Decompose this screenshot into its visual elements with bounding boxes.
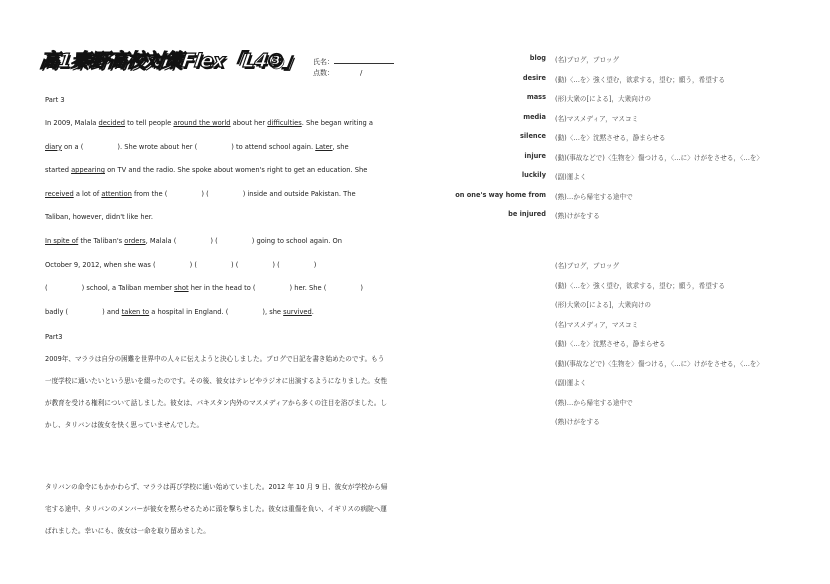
passage-line [45,277,363,300]
translation-para-1: 2009年、マララは自分の困難を世界中の人々に伝えようと決心しました。ブログで日記を書き始めたのです。もう一度学校に通いたいという思いを綴ったのです。その後、彼女はテレビやラジオに出演するようになりました。女性が教育を受ける権利について話しました。彼女は、パキスタン内外のマスメディアから多くの注目を浴びました。しかし、タリバンは彼女を快く思っていませんでした。 [45,355,388,429]
passage-text-segment: a lot of [73,189,102,198]
passage-text-segment: ) [360,284,363,293]
key-phrase: Later [315,142,333,151]
passage-line [45,230,342,253]
passage-line [45,301,314,324]
passage-text-segment: the Taliban's [78,237,125,245]
answer-blank[interactable] [68,301,102,324]
key-phrase: around the world [173,119,231,127]
passage-line [45,206,153,229]
answer-blank[interactable] [326,277,360,300]
meaning-item: (副)運よく [555,379,587,387]
meaning-item: (熟)けがをする [555,418,600,426]
passage-line [45,183,356,206]
vocab-meaning: (熟)…から帰宅する途中で [555,192,633,201]
meaning-item: (名)ブログ，ブロッグ [555,262,620,270]
vocab-row [452,171,822,185]
key-phrase: In spite of [45,237,79,245]
passage-text-segment: ) school, a Taliban member [81,284,175,293]
name-field[interactable] [334,56,394,64]
key-phrase: attention [101,189,132,198]
vocab-row [452,132,822,146]
answer-blank[interactable] [156,254,190,277]
score-label: 点数： [313,69,334,77]
passage-text-segment: ) ( [230,260,239,269]
answer-blank[interactable] [280,254,314,277]
vocab-word: mass [526,93,546,101]
passage-text-segment: ), she [262,307,284,316]
key-phrase: diary [45,142,62,151]
passage-text [45,112,390,342]
vocab-row [452,210,822,224]
vocab-meaning: (副)運よく [555,173,587,181]
key-phrase: shot [174,284,189,293]
score-slash: / [360,69,363,77]
passage-text-segment: ) [313,260,317,269]
name-score-box [313,56,394,80]
passage-text-segment: . [311,307,314,316]
vocab-meaning: (動)〈…を〉強く望む，欲求する，望む；願う，希望する [555,75,725,84]
answer-blank[interactable] [48,277,82,300]
vocab-row [452,74,822,88]
meaning-item: (名)マスメディア，マスコミ [555,320,639,329]
passage-text-segment: from the ( [131,189,168,198]
meanings-list [555,260,825,430]
vocab-meaning: (動)〈…を〉沈黙させる，静まらせる [555,134,666,142]
vocab-meaning: (名)ブログ，ブロッグ [555,56,620,64]
vocab-word: silence [520,132,546,140]
answer-blank[interactable] [167,183,201,206]
vocab-word: be injured [508,210,546,218]
passage-text-segment: In 2009, Malala [45,119,99,127]
key-phrase: difficulties [267,119,302,127]
passage-text-segment: . She began writing a [301,119,374,127]
answer-blank[interactable] [238,254,272,277]
vocab-row [452,191,822,205]
vocab-meaning: (熟)けがをする [555,212,600,220]
answer-blank[interactable] [218,230,252,253]
passage-text-segment: ) inside and outside Pakistan. The [242,189,356,198]
passage-text-segment: on TV and the radio. She spoke about women's right to get an education. She [104,166,368,175]
passage-text-segment: , Malala ( [145,237,177,245]
passage-text-segment: to tell people [125,119,174,127]
passage-text-segment: , she [332,142,349,151]
translation-heading: Part3 [45,333,63,341]
vocab-word: on one's way home from [455,190,546,199]
passage-text-segment: ) her. She ( [289,284,327,293]
passage-text-segment: a hospital in England. ( [149,307,229,316]
vocab-row [452,152,822,166]
answer-blank[interactable] [256,277,290,300]
passage-text-segment: ) going to school again. On [251,237,342,245]
vocab-row [452,93,822,107]
meaning-item: (形)大衆の[による]，大衆向けの [555,301,652,309]
vocab-meaning: (形)大衆の[による]，大衆向けの [555,95,652,103]
answer-blank[interactable] [228,301,262,324]
passage-text-segment: October 9, 2012, when she was ( [45,260,156,269]
vocab-row [452,113,822,127]
passage-text-segment: her in the head to ( [188,284,256,293]
passage-text-segment: about her [230,119,268,127]
meaning-item: (動)〈…を〉沈黙させる，静まらせる [555,340,666,348]
vocab-word: media [523,112,546,121]
passage-text-segment: ) ( [272,260,280,269]
meaning-item: (熟)…から帰宅する途中で [555,398,633,407]
answer-blank[interactable] [209,183,243,206]
passage-text-segment: started [45,166,72,175]
answer-blank[interactable] [197,136,231,159]
answer-blank[interactable] [176,230,210,253]
passage-line [45,112,373,135]
meaning-item: (動)(事故などで)〈生物を〉傷つける，〈…に〉けがをさせる，〈…を〉 [555,359,764,368]
vocab-meaning: (名)マスメディア，マスコミ [555,114,639,123]
passage-line [45,159,367,182]
passage-line [45,254,316,277]
key-phrase: orders [124,237,146,245]
passage-text-segment: ) and [102,307,122,316]
passage-heading: Part 3 [45,96,65,104]
meaning-item: (動)〈…を〉強く望む，欲求する，望む；願う，希望する [555,281,725,290]
answer-blank[interactable] [197,254,231,277]
key-phrase: survived [283,307,312,316]
passage-text-segment: ) to attend school again. [231,142,316,151]
passage-text-segment: Taliban, however, didn't like her. [45,213,153,222]
passage-text-segment: ) ( [189,260,197,269]
translation-para-2: タリバンの命令にもかかわらず、マララは再び学校に通い始めていました。2012 年 10 月 9 日、彼女が学校から帰宅する途中、タリバンのメンバーが彼女を黙らせるために頭を撃ちました。彼女は重傷を負い、イギリスの病院へ運ばれました。幸いにも、彼女は一命を取り留めました。 [45,483,388,535]
answer-blank[interactable] [83,136,117,159]
key-phrase: taken to [121,307,150,316]
worksheet-title: 高1秦野高校対策Flex「L4③」 [38,50,304,72]
key-phrase: appearing [71,166,105,175]
passage-text-segment: ). She wrote about her ( [117,142,198,151]
vocab-word: luckily [521,171,546,179]
vocab-row [452,54,822,68]
passage-text-segment: ( [45,284,48,293]
passage-text-segment: on a ( [61,142,84,151]
vocab-word: blog [529,54,546,62]
passage-text-segment: ) ( [201,189,209,198]
vocab-meaning: (動)(事故などで)〈生物を〉傷つける，〈…に〉けがをさせる，〈…を〉 [555,153,764,162]
key-phrase: received [45,189,74,198]
vocab-list [452,54,822,229]
passage-line [45,136,349,159]
key-phrase: decided [98,119,126,127]
vocab-word: injure [524,151,546,160]
name-label: 氏名： [313,58,334,66]
passage-text-segment: ) ( [210,237,218,245]
vocab-word: desire [522,73,546,82]
passage-text-segment: badly ( [45,307,69,316]
